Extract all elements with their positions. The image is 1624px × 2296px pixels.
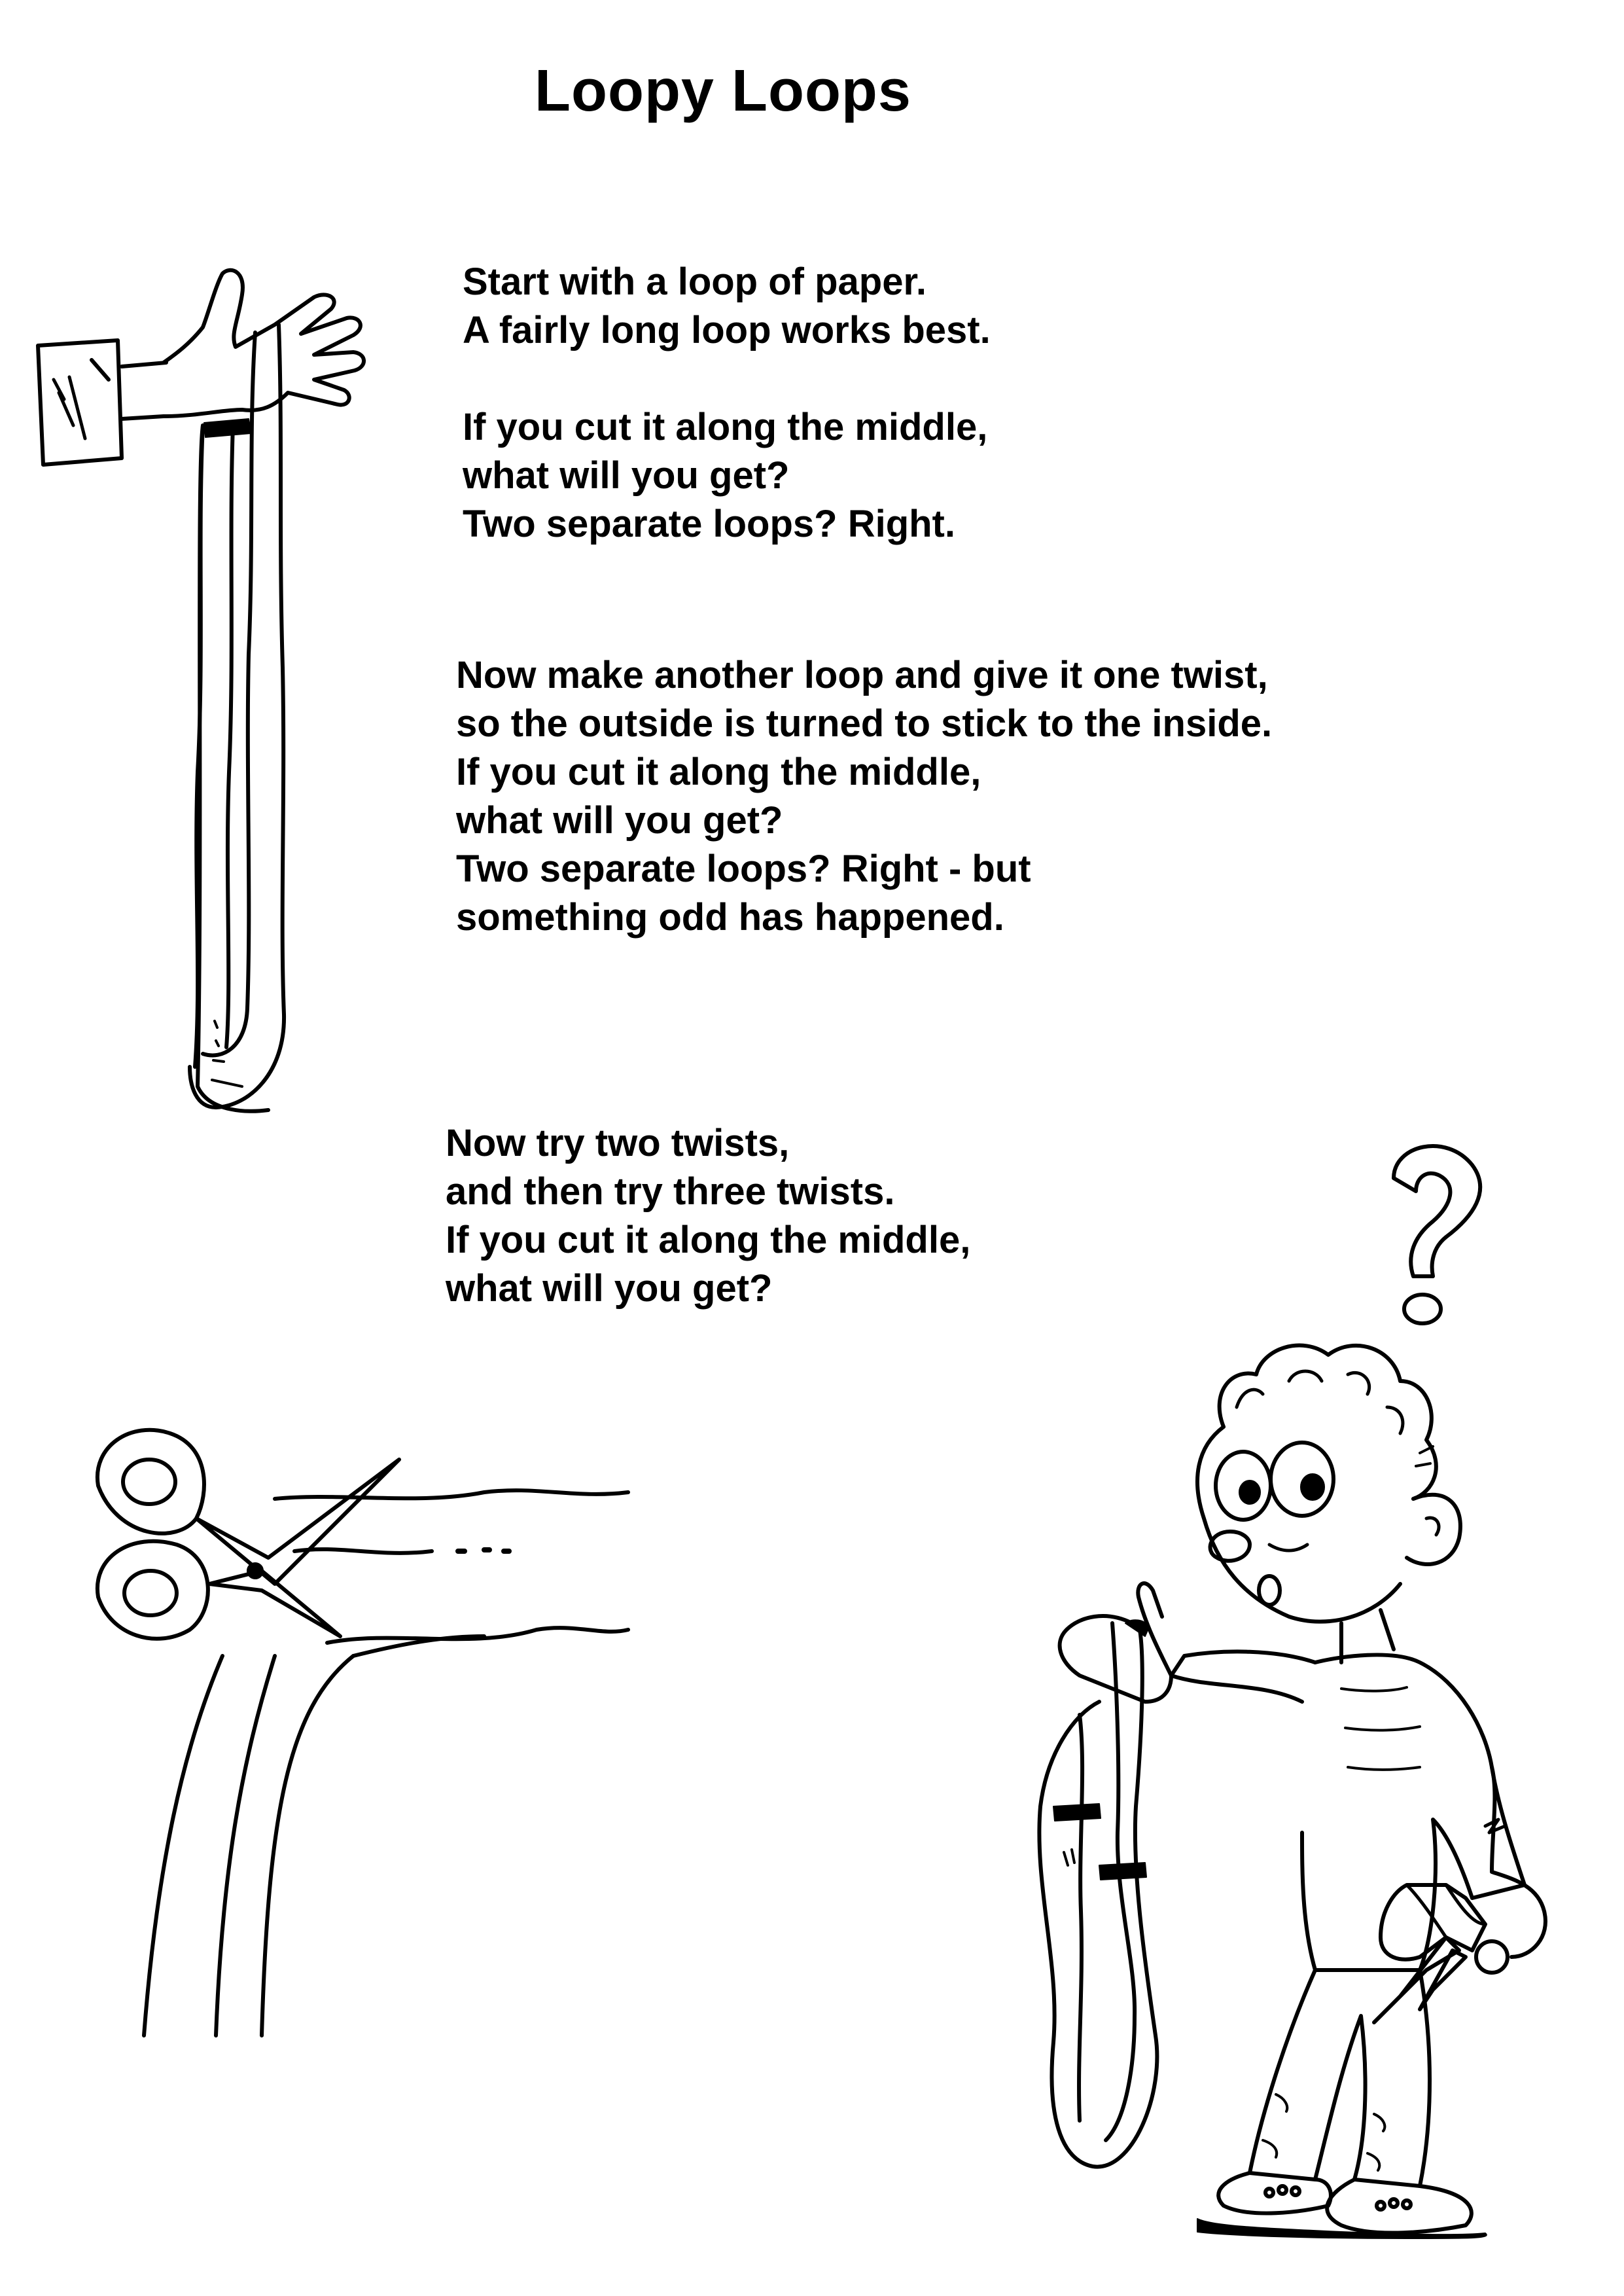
stanza-line: A fairly long loop works best.: [463, 309, 991, 351]
sleeve: [38, 340, 122, 465]
stanza-line: If you cut it along the middle,: [456, 751, 981, 793]
question-mark-icon: [1374, 1139, 1505, 1335]
paper-strip: [275, 1490, 628, 1499]
stanza-2: [456, 651, 1272, 942]
stanza-1: [463, 258, 991, 548]
shirt: [1302, 1655, 1525, 1970]
stanza-line: what will you get?: [456, 799, 783, 842]
stanza-3: [446, 1119, 970, 1313]
scissors-handle-top: [97, 1430, 204, 1534]
stanza-line: what will you get?: [463, 454, 790, 497]
scissors: [1374, 1937, 1459, 2022]
stanza-line: something odd has happened.: [456, 896, 1004, 939]
stanza-line: If you cut it along the middle,: [463, 406, 988, 448]
stanza-line: Two separate loops? Right - but: [456, 848, 1031, 890]
stanza-line: Two separate loops? Right.: [463, 503, 955, 545]
scissors-blades: [196, 1460, 399, 1584]
page-title: Loopy Loops: [535, 58, 911, 124]
puzzled-boy-illustration: [949, 1309, 1551, 2238]
scissors-handle-bottom: [97, 1541, 208, 1639]
stanza-line: Now make another loop and give it one twist,: [456, 654, 1268, 696]
stanza-line: Now try two twists,: [446, 1122, 790, 1164]
stanza-line: If you cut it along the middle,: [446, 1219, 971, 1261]
mouth: [1259, 1576, 1280, 1605]
stanza-line: and then try three twists.: [446, 1170, 895, 1213]
stanza-line: what will you get?: [446, 1267, 773, 1310]
hand: [164, 270, 364, 416]
stanza-line: so the outside is turned to stick to the inside.: [456, 702, 1273, 745]
scissors-cutting-paper-strip-illustration: [79, 1407, 641, 2049]
stanza-line: Start with a loop of paper.: [463, 260, 927, 303]
hand-holding-paper-loop-illustration: [26, 262, 393, 1178]
twisted-loop: [1039, 1623, 1157, 2167]
right-eye: [1271, 1443, 1333, 1516]
right-shoe: [1327, 2179, 1472, 2233]
